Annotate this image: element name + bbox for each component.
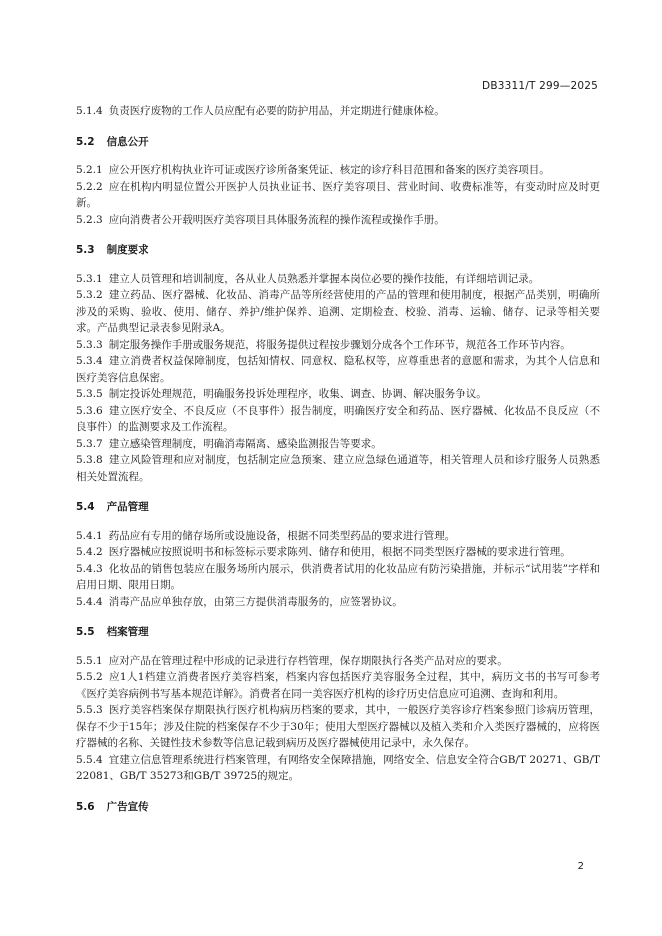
- clause-number: 5.4.3: [76, 562, 103, 575]
- clause: [76, 271, 600, 288]
- section-number: 5.4: [76, 501, 95, 513]
- section-title: 产品管理: [106, 501, 149, 513]
- clause-number: 5.4.2: [76, 546, 103, 558]
- clause-text: 建立感染管理制度，明确消毒隔离、感染监测报告等要求。: [108, 437, 382, 450]
- clause-number: 5.2.1: [76, 164, 103, 176]
- section-heading: [76, 499, 600, 516]
- clause-text: 应向消费者公开载明医疗美容项目具体服务流程的操作流程或操作手册。: [108, 213, 445, 226]
- clause-text: 应公开医疗机构执业许可证或医疗诊所备案凭证、核定的诊疗科目范围和备案的医疗美容项目。: [108, 164, 550, 176]
- clause-text: 建立药品、医疗器械、化妆品、消毒产品等所经营使用的产品的管理和使用制度，根据产品类别，明确所涉及的采购、验收、使用、储存、养护/维护保养、追溯、定期检查、校验、消毒、运输、储存、记录等相关要求。产品典型记录表参见附录A。: [76, 289, 600, 334]
- clause-number: 5.5.3: [76, 704, 103, 716]
- clause: [76, 353, 600, 386]
- clause-number: 5.2.2: [76, 180, 103, 193]
- clause: [76, 287, 600, 337]
- clause: [76, 179, 600, 212]
- clause-5-1-4: [76, 103, 600, 120]
- clause-number: 5.3.8: [76, 454, 103, 466]
- clause: [76, 528, 600, 545]
- clause-number: 5.4.1: [76, 529, 103, 542]
- section-heading: [76, 242, 600, 259]
- clause: [76, 337, 600, 354]
- clause-number: 5.5.2: [76, 671, 103, 683]
- section-heading: [76, 624, 600, 641]
- section-heading: [76, 134, 600, 151]
- clause-text: 负责医疗废物的工作人员应配有必要的防护用品，并定期进行健康体检。: [108, 105, 445, 117]
- clause: [76, 561, 600, 594]
- clause-number: 5.3.5: [76, 388, 103, 400]
- clause: [76, 403, 600, 436]
- clause: [76, 702, 600, 752]
- clause-number: 5.3.4: [76, 355, 103, 367]
- clause-text: 宜建立信息管理系统进行档案管理，有网络安全保障措施，网络安全、信息安全符合GB/T 20271、GB/T 22081、GB/T 35273和GB/T 39725的规定。: [76, 753, 600, 782]
- clause: [76, 594, 600, 611]
- clause-number: 5.1.4: [76, 105, 103, 117]
- clause-text: 医疗美容档案保存期限执行医疗机构病历档案的要求，其中，一般医疗美容诊疗档案参照门诊病历管理，保存不少于15年；涉及住院的档案保存不少于30年；使用大型医疗器械以及植入类和介入类医疗器械的，应将医疗器械的名称、关键性技术参数等信息记载到病历及医疗器械使用记录中，永久保存。: [76, 704, 600, 749]
- clause: [76, 386, 600, 403]
- clause-text: 制定投诉处理规范，明确服务投诉处理程序，收集、调查、协调、解决服务争议。: [108, 388, 487, 400]
- clause-text: 应1人1档建立消费者医疗美容档案，档案内容包括医疗美容服务全过程，其中，病历文书的书写可参考《医疗美容病例书写基本规范详解》。消费者在同一美容医疗机构的诊疗历史信息应可追溯、查询和利用。: [76, 671, 600, 700]
- clause: [76, 162, 600, 179]
- clause-text: 制定服务操作手册或服务规范，将服务提供过程按步骤划分成各个工作环节，规范各工作环节内容。: [108, 338, 571, 351]
- section-number: 5.6: [76, 800, 95, 813]
- clause-number: 5.5.1: [76, 654, 103, 667]
- clause-text: 应对产品在管理过程中形成的记录进行存档管理，保存期限执行各类产品对应的要求。: [108, 654, 508, 667]
- section-number: 5.2: [76, 135, 95, 148]
- section-title: 档案管理: [106, 626, 149, 638]
- clause-number: 5.3.2: [76, 289, 103, 301]
- clause-text: 消毒产品应单独存放，由第三方提供消毒服务的，应签署协议。: [108, 595, 403, 608]
- section-title: 信息公开: [106, 135, 149, 148]
- clause: [76, 452, 600, 485]
- clause: [76, 752, 600, 785]
- clause: [76, 436, 600, 453]
- section-title: 广告宣传: [106, 800, 149, 813]
- section-heading: [76, 799, 600, 816]
- clause-text: 化妆品的销售包装应在服务场所内展示，供消费者试用的化妆品应有防污染措施，并标示“试用装”字样和启用日期、限用日期。: [76, 562, 600, 591]
- section-title: 制度要求: [106, 244, 149, 256]
- clause-text: 药品应有专用的储存场所或设施设备，根据不同类型药品的要求进行管理。: [108, 529, 456, 542]
- clause: [76, 212, 600, 229]
- clause-text: 应在机构内明显位置公开医护人员执业证书、医疗美容项目、营业时间、收费标准等，有变动时应及时更新。: [76, 180, 600, 209]
- clause-text: 建立人员管理和培训制度，各从业人员熟悉并掌握本岗位必要的操作技能，有详细培训记录。: [108, 272, 540, 285]
- clause: [76, 653, 600, 670]
- clause: [76, 544, 600, 561]
- section-number: 5.5: [76, 626, 95, 638]
- clause-number: 5.3.3: [76, 338, 103, 351]
- doc-code: DB3311/T 299—2025: [482, 80, 598, 92]
- clause-text: 建立风险管理和应对制度，包括制定应急预案、建立应急绿色通道等，相关管理人员和诊疗服务人员熟悉相关处置流程。: [76, 454, 600, 483]
- clause-number: 5.3.6: [76, 404, 103, 417]
- document-body: [76, 103, 600, 827]
- clause: [76, 669, 600, 702]
- clause-number: 5.3.1: [76, 272, 103, 285]
- clause-text: 医疗器械应按照说明书和标签标示要求陈列、储存和使用，根据不同类型医疗器械的要求进行管理。: [108, 546, 571, 558]
- page-number: 2: [577, 861, 584, 872]
- clause-text: 建立医疗安全、不良反应（不良事件）报告制度，明确医疗安全和药品、医疗器械、化妆品不良反应（不良事件）的监测要求及工作流程。: [76, 404, 600, 433]
- clause-number: 5.3.7: [76, 437, 103, 450]
- section-number: 5.3: [76, 244, 95, 256]
- clause-number: 5.5.4: [76, 753, 103, 766]
- clause-number: 5.2.3: [76, 213, 103, 226]
- clause-number: 5.4.4: [76, 595, 103, 608]
- clause-text: 建立消费者权益保障制度，包括知情权、同意权、隐私权等，应尊重患者的意愿和需求，为其个人信息和医疗美容信息保密。: [76, 355, 600, 384]
